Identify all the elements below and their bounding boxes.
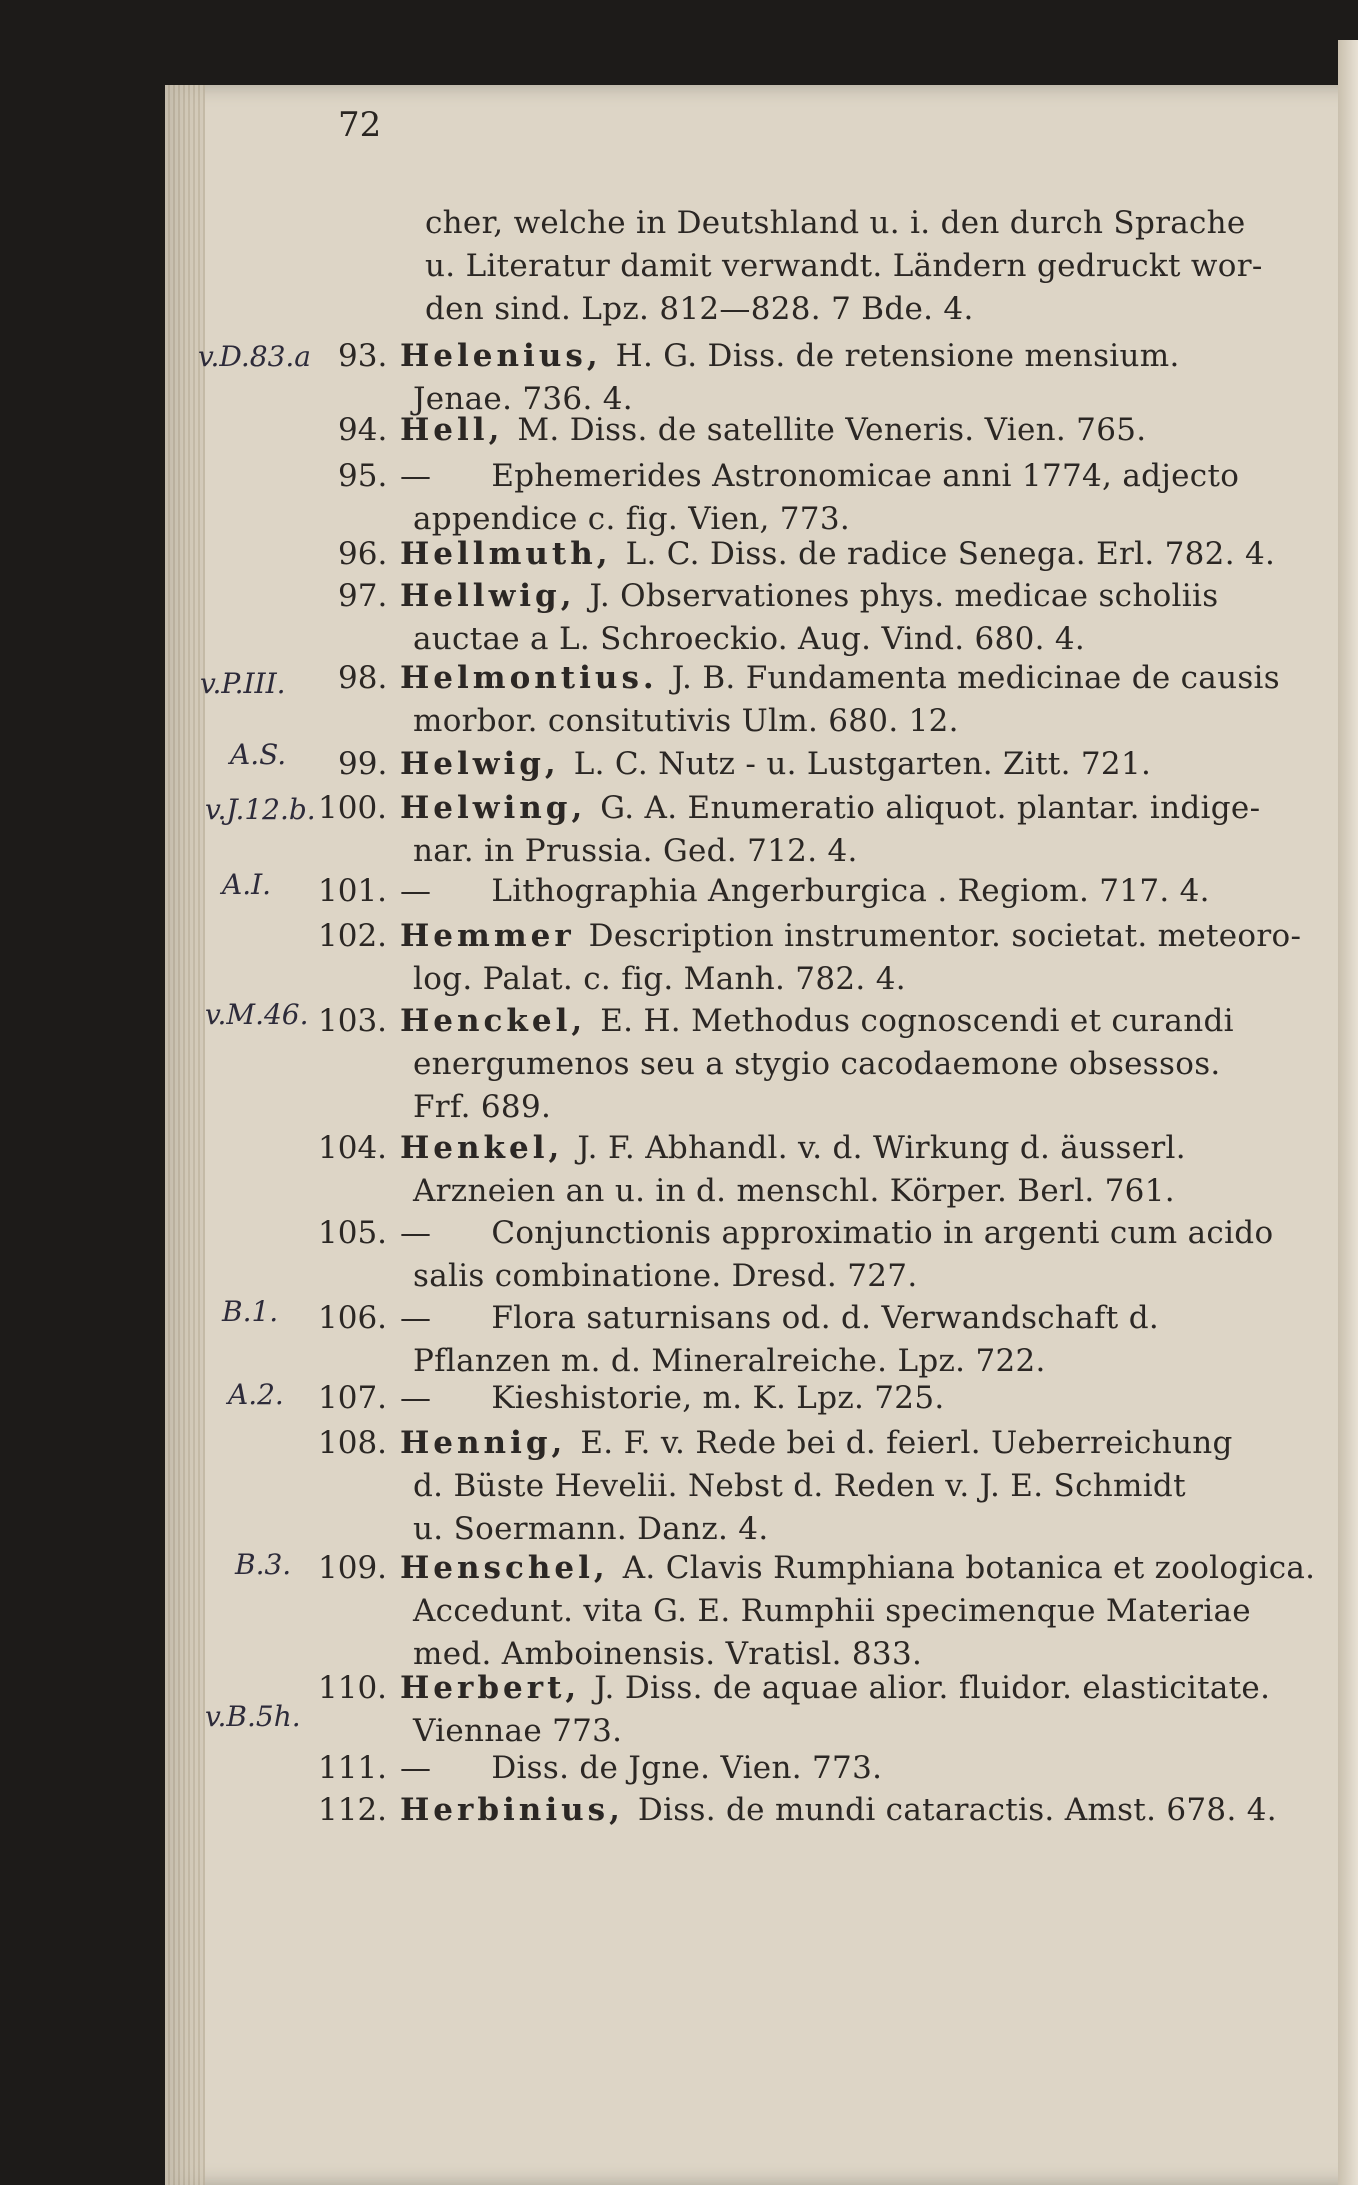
entry-author: —: [400, 1750, 432, 1786]
entry-text: Ephemerides Astronomicae anni 1774, adjecto: [491, 458, 1240, 494]
entry-first-line: [400, 1380, 945, 1416]
entry-first-line: [400, 1750, 882, 1786]
entry-text: Description instrumentor. societat. meteoro-: [588, 918, 1302, 954]
entry-first-line: [400, 412, 1146, 448]
entry-first-line: [400, 746, 1151, 782]
entry-author: Henckel,: [400, 1003, 587, 1039]
entry-number: 101.: [318, 873, 388, 909]
entry-continuation-line: salis combinatione. Dresd. 727.: [413, 1258, 918, 1294]
entry-text: J. F. Abhandl. v. d. Wirkung d. äusserl.: [577, 1130, 1186, 1166]
entry-number: 103.: [318, 1003, 388, 1039]
entry-number: 97.: [338, 578, 388, 614]
entry-continuation-line: Jenae. 736. 4.: [413, 381, 633, 417]
entry-first-line: [400, 660, 1280, 696]
entry-text: E. H. Methodus cognoscendi et curandi: [600, 1003, 1234, 1039]
entry-number: 105.: [318, 1215, 388, 1251]
entry-number: 107.: [318, 1380, 388, 1416]
handwritten-shelfmark: B.1.: [222, 1295, 279, 1328]
entry-text: H. G. Diss. de retensione mensium.: [615, 338, 1180, 374]
entry-author: Henkel,: [400, 1130, 564, 1166]
entry-first-line: [400, 1550, 1315, 1586]
entry-author: Hennig,: [400, 1425, 567, 1461]
entry-continuation-line: Viennae 773.: [413, 1713, 623, 1749]
continuation-line: u. Literatur damit verwandt. Ländern gedruckt wor-: [425, 248, 1263, 284]
handwritten-shelfmark: v.P.III.: [200, 667, 286, 700]
entry-number: 104.: [318, 1130, 388, 1166]
entry-text: L. C. Diss. de radice Senega. Erl. 782. 4.: [625, 536, 1276, 572]
entry-number: 100.: [318, 790, 388, 826]
entry-author: Hemmer: [400, 918, 575, 954]
continuation-line: den sind. Lpz. 812—828. 7 Bde. 4.: [425, 291, 974, 327]
entry-first-line: [400, 338, 1180, 374]
entry-number: 93.: [338, 338, 388, 374]
entry-author: —: [400, 458, 432, 494]
handwritten-shelfmark: v.B.5h.: [205, 1700, 301, 1733]
handwritten-shelfmark: v.J.12.b.: [205, 793, 316, 826]
entry-text: J. B. Fundamenta medicinae de causis: [671, 660, 1280, 696]
entry-first-line: [400, 536, 1275, 572]
entry-author: Herbinius,: [400, 1792, 624, 1828]
entry-text: Flora saturnisans od. d. Verwandschaft d.: [491, 1300, 1159, 1336]
entry-author: Hell,: [400, 412, 504, 448]
entry-first-line: [400, 1215, 1273, 1251]
entry-first-line: [400, 1003, 1234, 1039]
entry-continuation-line: appendice c. fig. Vien, 773.: [413, 501, 851, 537]
entry-number: 111.: [318, 1750, 388, 1786]
entry-number: 109.: [318, 1550, 388, 1586]
entry-continuation-line: Arzneien an u. in d. menschl. Körper. Berl. 761.: [413, 1173, 1175, 1209]
entry-text: Kieshistorie, m. K. Lpz. 725.: [491, 1380, 945, 1416]
entry-number: 112.: [318, 1792, 388, 1828]
entry-author: —: [400, 1215, 432, 1251]
continuation-line: cher, welche in Deutshland u. i. den durch Sprache: [425, 205, 1246, 241]
entry-author: Henschel,: [400, 1550, 609, 1586]
entry-text: E. F. v. Rede bei d. feierl. Ueberreichung: [580, 1425, 1233, 1461]
entry-continuation-line: nar. in Prussia. Ged. 712. 4.: [413, 833, 858, 869]
entry-author: —: [400, 873, 432, 909]
entry-number: 108.: [318, 1425, 388, 1461]
entry-continuation-line: auctae a L. Schroeckio. Aug. Vind. 680. 4.: [413, 621, 1086, 657]
entry-continuation-line: Frf. 689.: [413, 1089, 552, 1125]
entry-first-line: [400, 790, 1260, 826]
entry-number: 94.: [338, 412, 388, 448]
entry-text: Conjunctionis approximatio in argenti cum acido: [491, 1215, 1274, 1251]
entry-author: Herbert,: [400, 1670, 581, 1706]
entry-first-line: [400, 1670, 1270, 1706]
entry-first-line: [400, 918, 1301, 954]
entry-continuation-line: log. Palat. c. fig. Manh. 782. 4.: [413, 961, 906, 997]
entry-text: Diss. de Jgne. Vien. 773.: [491, 1750, 883, 1786]
entry-author: Helenius,: [400, 338, 602, 374]
entry-text: A. Clavis Rumphiana botanica et zoologica.: [622, 1550, 1316, 1586]
entry-number: 98.: [338, 660, 388, 696]
entry-continuation-line: energumenos seu a stygio cacodaemone obsessos.: [413, 1046, 1221, 1082]
entry-author: Helwing,: [400, 790, 587, 826]
handwritten-shelfmark: v.M.46.: [205, 998, 309, 1031]
entry-number: 96.: [338, 536, 388, 572]
entry-author: Hellmuth,: [400, 536, 612, 572]
entry-text: Diss. de mundi cataractis. Amst. 678. 4.: [637, 1792, 1277, 1828]
handwritten-shelfmark: A.I.: [222, 868, 272, 901]
entry-continuation-line: d. Büste Hevelii. Nebst d. Reden v. J. E. Schmidt: [413, 1468, 1186, 1504]
entry-author: Hellwig,: [400, 578, 576, 614]
entry-author: —: [400, 1300, 432, 1336]
entry-first-line: [400, 1300, 1159, 1336]
handwritten-shelfmark: A.S.: [230, 738, 287, 771]
entry-first-line: [400, 1792, 1277, 1828]
entry-continuation-line: Pflanzen m. d. Mineralreiche. Lpz. 722.: [413, 1343, 1046, 1379]
entry-text: J. Observationes phys. medicae scholiis: [589, 578, 1219, 614]
entry-number: 102.: [318, 918, 388, 954]
entry-first-line: [400, 578, 1218, 614]
entry-text: Lithographia Angerburgica . Regiom. 717. 4.: [491, 873, 1210, 909]
entry-number: 110.: [318, 1670, 388, 1706]
entry-number: 99.: [338, 746, 388, 782]
page-number: 72: [338, 105, 382, 145]
entry-first-line: [400, 1130, 1186, 1166]
entry-number: 95.: [338, 458, 388, 494]
entry-text: G. A. Enumeratio aliquot. plantar. indige-: [600, 790, 1261, 826]
entry-first-line: [400, 1425, 1233, 1461]
entry-continuation-line: morbor. consitutivis Ulm. 680. 12.: [413, 703, 959, 739]
entry-text: J. Diss. de aquae alior. fluidor. elasticitate.: [594, 1670, 1271, 1706]
entry-author: Helwig,: [400, 746, 560, 782]
handwritten-shelfmark: v.D.83.a: [198, 340, 311, 373]
entry-continuation-line: Accedunt. vita G. E. Rumphii specimenque Materiae: [413, 1593, 1251, 1629]
handwritten-shelfmark: A.2.: [228, 1378, 284, 1411]
entry-continuation-line: med. Amboinensis. Vratisl. 833.: [413, 1636, 923, 1672]
entry-first-line: [400, 873, 1210, 909]
entry-author: —: [400, 1380, 432, 1416]
entry-author: Helmontius.: [400, 660, 658, 696]
entry-text: M. Diss. de satellite Veneris. Vien. 765.: [517, 412, 1147, 448]
entry-number: 106.: [318, 1300, 388, 1336]
entry-continuation-line: u. Soermann. Danz. 4.: [413, 1511, 769, 1547]
entry-first-line: [400, 458, 1239, 494]
handwritten-shelfmark: B.3.: [235, 1548, 292, 1581]
entry-text: L. C. Nutz - u. Lustgarten. Zitt. 721.: [573, 746, 1152, 782]
